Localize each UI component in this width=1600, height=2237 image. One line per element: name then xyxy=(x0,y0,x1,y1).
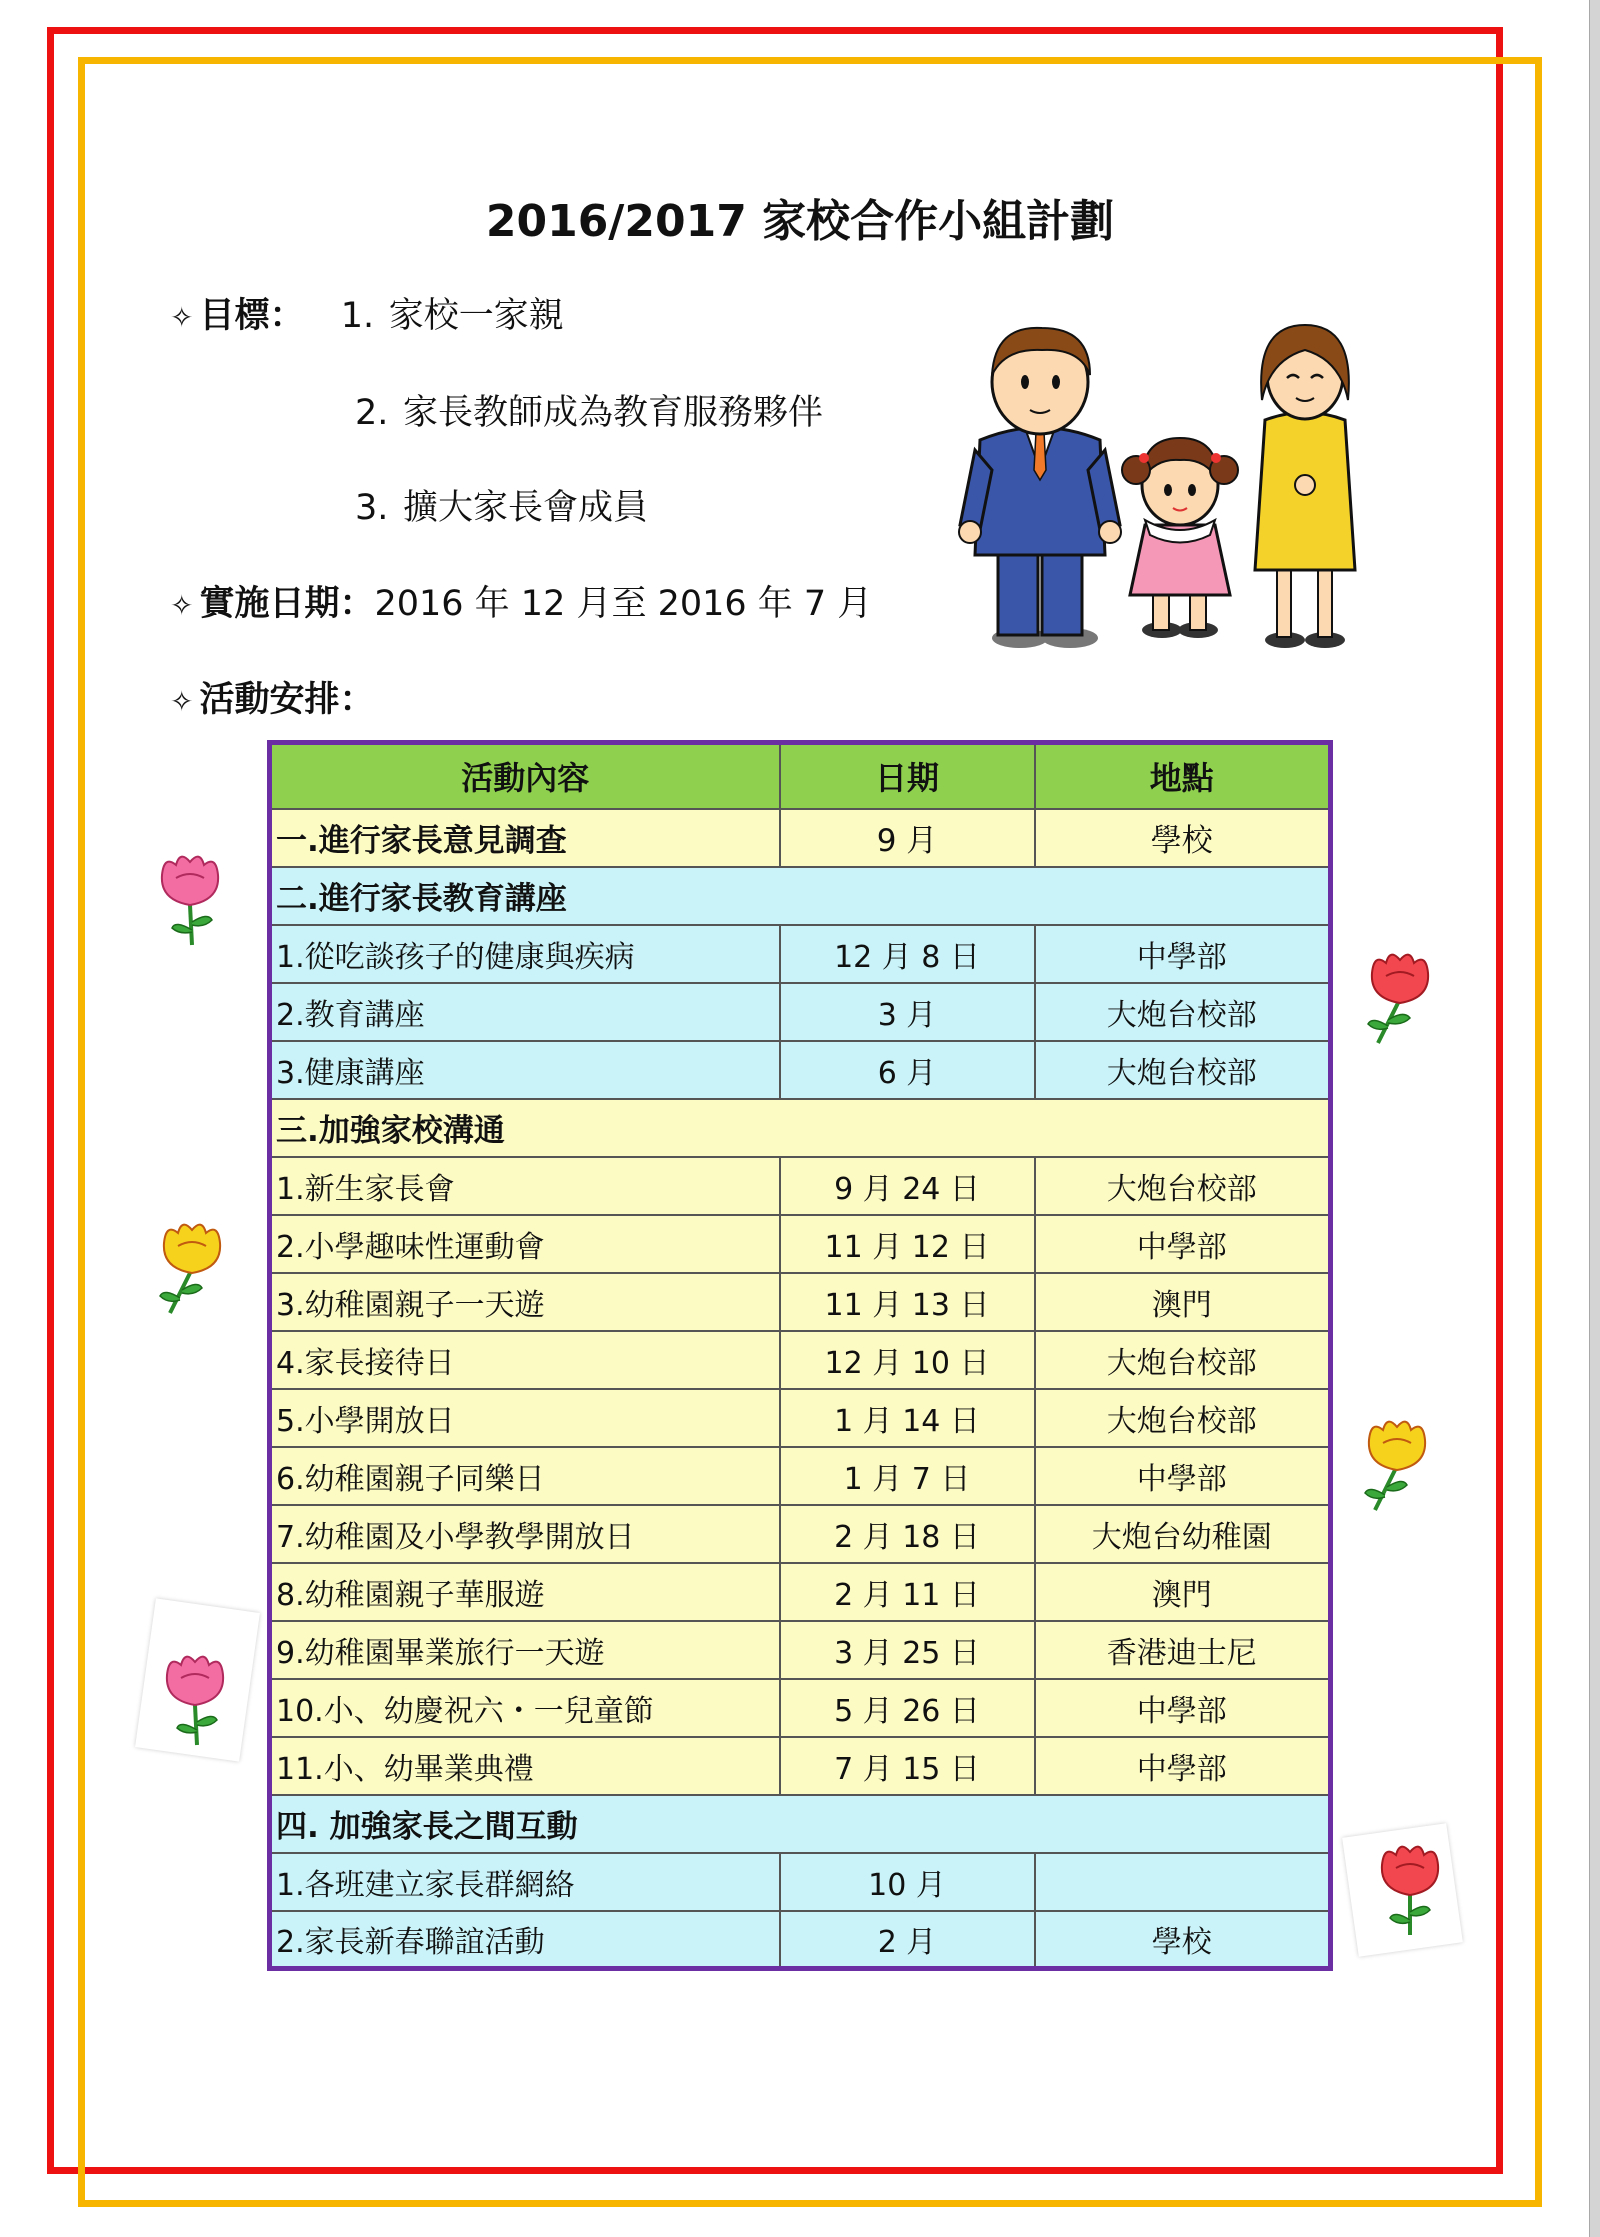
date-cell: 11 月 12 日 xyxy=(780,1215,1035,1273)
activity-cell: 9.幼稚園畢業旅行一天遊 xyxy=(270,1621,780,1679)
activities-label: 活動安排： xyxy=(199,680,375,720)
table-row xyxy=(270,809,1331,867)
father-figure xyxy=(959,328,1121,648)
section-heading: 三.加強家校溝通 xyxy=(270,1099,1331,1157)
goal-number: 2. xyxy=(355,393,389,433)
table-header-row xyxy=(270,743,1331,809)
place-cell: 香港迪士尼 xyxy=(1035,1621,1331,1679)
table-row xyxy=(270,1331,1331,1389)
goal-text: 家校一家親 xyxy=(388,296,564,336)
activity-cell: 6.幼稚園親子同樂日 xyxy=(270,1447,780,1505)
date-cell: 2 月 18 日 xyxy=(780,1505,1035,1563)
date-cell: 12 月 10 日 xyxy=(780,1331,1035,1389)
place-cell: 大炮台校部 xyxy=(1035,1157,1331,1215)
table-row xyxy=(270,1505,1331,1563)
place-cell: 學校 xyxy=(1035,1911,1331,1969)
mother-figure xyxy=(1255,325,1355,648)
activity-cell: 2.小學趣味性運動會 xyxy=(270,1215,780,1273)
yellow-flower-icon xyxy=(1355,1415,1435,1515)
table-row xyxy=(270,1273,1331,1331)
diamond-bullet-icon: ✧ xyxy=(170,589,194,622)
section-row xyxy=(270,1795,1331,1853)
date-cell: 1 月 7 日 xyxy=(780,1447,1035,1505)
date-cell: 9 月 24 日 xyxy=(780,1157,1035,1215)
goal-item-2 xyxy=(355,385,823,435)
goal-item-3 xyxy=(355,480,648,530)
place-cell: 大炮台校部 xyxy=(1035,1389,1331,1447)
table-row xyxy=(270,1563,1331,1621)
place-cell: 澳門 xyxy=(1035,1563,1331,1621)
date-cell: 9 月 xyxy=(780,809,1035,867)
date-cell: 6 月 xyxy=(780,1041,1035,1099)
place-cell: 中學部 xyxy=(1035,1737,1331,1795)
period-line xyxy=(170,576,872,626)
table-row xyxy=(270,1157,1331,1215)
place-cell: 大炮台校部 xyxy=(1035,1331,1331,1389)
activity-cell: 10.小、幼慶祝六・一兒童節 xyxy=(270,1679,780,1737)
diamond-bullet-icon: ✧ xyxy=(170,685,194,718)
place-cell: 中學部 xyxy=(1035,1679,1331,1737)
table-row xyxy=(270,1041,1331,1099)
period-value: 2016 年 12 月至 2016 年 7 月 xyxy=(374,584,873,624)
activity-cell: 一.進行家長意見調查 xyxy=(270,809,780,867)
table-row xyxy=(270,1621,1331,1679)
place-cell: 學校 xyxy=(1035,809,1331,867)
header-activity: 活動內容 xyxy=(270,743,780,809)
date-cell: 2 月 xyxy=(780,1911,1035,1969)
date-cell: 3 月 xyxy=(780,983,1035,1041)
family-illustration xyxy=(930,320,1410,650)
scrollbar[interactable] xyxy=(1589,0,1600,2237)
table-row xyxy=(270,925,1331,983)
goal-text: 家長教師成為教育服務夥伴 xyxy=(403,393,824,433)
header-place: 地點 xyxy=(1035,743,1331,809)
date-cell: 11 月 13 日 xyxy=(780,1273,1035,1331)
pink-flower-icon xyxy=(150,850,230,950)
date-cell: 1 月 14 日 xyxy=(780,1389,1035,1447)
activities-line xyxy=(170,672,374,722)
table-row xyxy=(270,1679,1331,1737)
period-label: 實施日期： xyxy=(199,584,375,624)
place-cell: 大炮台校部 xyxy=(1035,1041,1331,1099)
table-row xyxy=(270,1215,1331,1273)
activity-cell: 3.健康講座 xyxy=(270,1041,780,1099)
date-cell: 7 月 15 日 xyxy=(780,1737,1035,1795)
place-cell: 中學部 xyxy=(1035,1447,1331,1505)
activity-cell: 8.幼稚園親子華服遊 xyxy=(270,1563,780,1621)
place-cell: 澳門 xyxy=(1035,1273,1331,1331)
table-row xyxy=(270,983,1331,1041)
date-cell: 5 月 26 日 xyxy=(780,1679,1035,1737)
activity-cell: 1.新生家長會 xyxy=(270,1157,780,1215)
goals-line xyxy=(170,288,564,338)
table-row xyxy=(270,1911,1331,1969)
place-cell: 大炮台幼稚園 xyxy=(1035,1505,1331,1563)
date-cell: 2 月 11 日 xyxy=(780,1563,1035,1621)
date-cell: 10 月 xyxy=(780,1853,1035,1911)
activity-cell: 1.各班建立家長群網絡 xyxy=(270,1853,780,1911)
section-heading: 二.進行家長教育講座 xyxy=(270,867,1331,925)
activity-cell: 2.家長新春聯誼活動 xyxy=(270,1911,780,1969)
date-cell: 3 月 25 日 xyxy=(780,1621,1035,1679)
pink-flower-icon xyxy=(155,1650,235,1750)
activity-cell: 3.幼稚園親子一天遊 xyxy=(270,1273,780,1331)
header-date: 日期 xyxy=(780,743,1035,809)
table-row xyxy=(270,1737,1331,1795)
activity-cell: 5.小學開放日 xyxy=(270,1389,780,1447)
place-cell: 大炮台校部 xyxy=(1035,983,1331,1041)
activity-cell: 11.小、幼畢業典禮 xyxy=(270,1737,780,1795)
goals-label: 目標： xyxy=(199,296,305,336)
activities-table xyxy=(267,740,1333,1971)
table-row xyxy=(270,1389,1331,1447)
date-cell: 12 月 8 日 xyxy=(780,925,1035,983)
place-cell: 中學部 xyxy=(1035,925,1331,983)
activity-cell: 4.家長接待日 xyxy=(270,1331,780,1389)
section-row xyxy=(270,867,1331,925)
place-cell: 中學部 xyxy=(1035,1215,1331,1273)
table-row xyxy=(270,1853,1331,1911)
section-row xyxy=(270,1099,1331,1157)
yellow-flower-icon xyxy=(150,1218,230,1318)
red-flower-icon xyxy=(1358,948,1438,1048)
page-title: 2016/2017 家校合作小組計劃 xyxy=(485,196,1115,247)
table-row xyxy=(270,1447,1331,1505)
goal-number: 3. xyxy=(355,488,389,528)
section-heading: 四. 加強家長之間互動 xyxy=(270,1795,1331,1853)
place-cell xyxy=(1035,1853,1331,1911)
goal-number: 1. xyxy=(340,296,375,336)
girl-figure xyxy=(1122,438,1238,638)
diamond-bullet-icon: ✧ xyxy=(170,301,194,334)
activity-cell: 7.幼稚園及小學教學開放日 xyxy=(270,1505,780,1563)
goal-text: 擴大家長會成員 xyxy=(403,488,649,528)
activity-cell: 1.從吃談孩子的健康與疾病 xyxy=(270,925,780,983)
red-flower-icon xyxy=(1370,1840,1450,1940)
activity-cell: 2.教育講座 xyxy=(270,983,780,1041)
